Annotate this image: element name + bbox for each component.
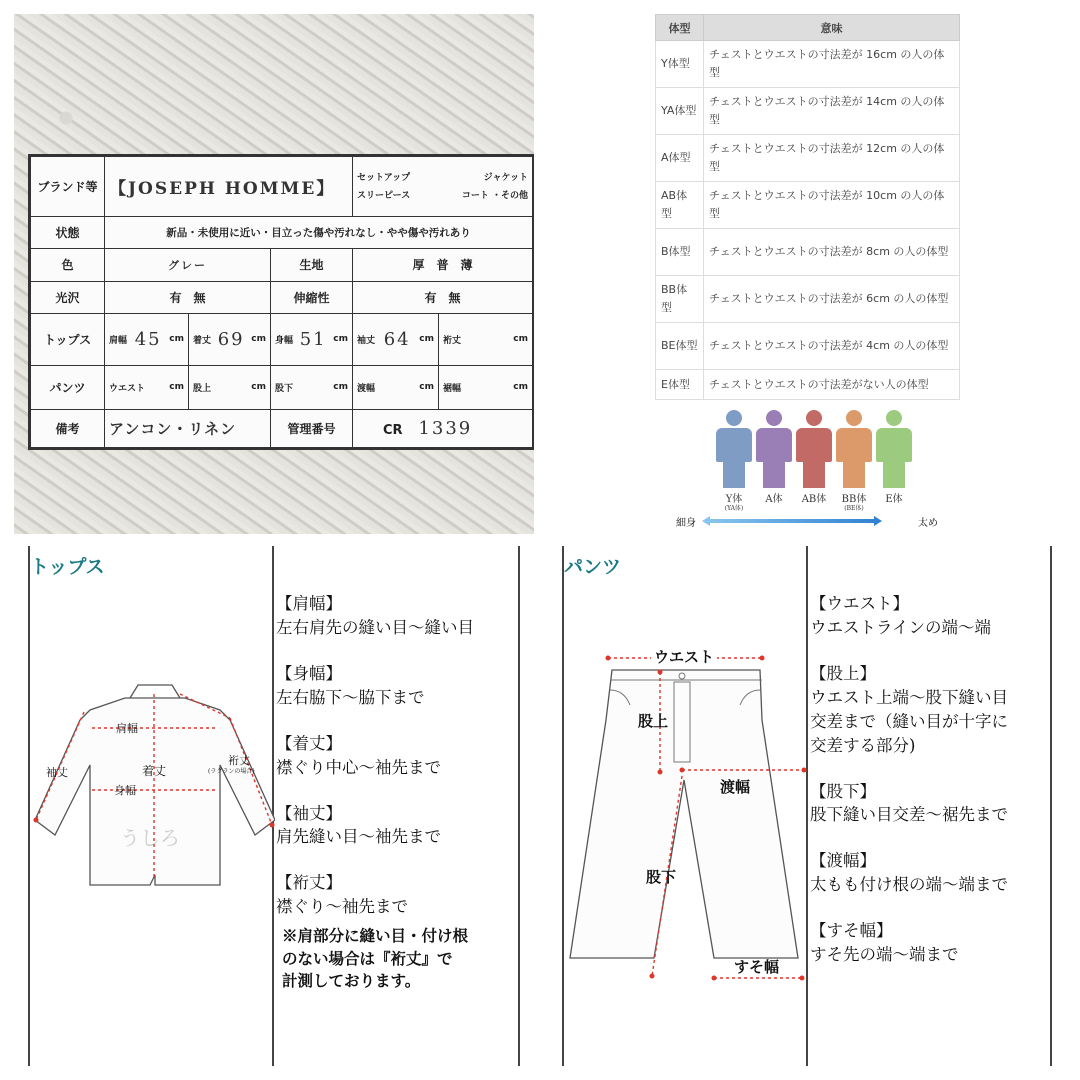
tops-label: トップス [31,313,105,365]
jacket-back-diagram [30,680,275,895]
shoulder-value: 45 [134,328,162,350]
inseam-label: 股下 [275,383,294,394]
diagram-yuki-note: (ラグランの場合) [208,768,255,775]
diagram-thigh-label: 渡幅 [720,778,751,796]
person-figure [714,410,754,490]
fabric-value: 厚 普 薄 [353,249,533,281]
length-label: 着丈 [193,335,212,346]
tops-item: 【袖丈】 肩先縫い目〜袖先まで [276,803,441,847]
table-row [656,276,960,323]
pants-descriptions [810,592,1008,989]
body-type-table [655,14,960,400]
yuki-label: 裄丈 [443,335,462,346]
sleeve-value: 64 [383,328,411,350]
table-row [656,41,960,88]
body-type-meaning-cell: チェストとウエストの寸法差が 6cm の人の体型 [704,276,960,323]
hem-label: 裾幅 [443,383,462,394]
body-type-cell: E体型 [656,370,704,400]
tops-descriptions [276,592,474,993]
slim-label: 細身 [676,518,696,529]
measurement-tag-card [28,154,534,450]
body-type-meaning-cell: チェストとウエストの寸法差が 16cm の人の体型 [704,41,960,88]
pants-item: 【ウエスト】 ウエストラインの端〜端 [810,594,992,637]
person-figure-label: AB体 [801,494,827,505]
diagram-body-label: 身幅 [114,784,136,797]
diagram-inseam-label: 股下 [646,868,677,886]
diagram-rise-label: 股上 [638,712,669,730]
option-coat-other: コート ・その他 [461,190,529,201]
pants-row: パンツ ウエスト cm 股上 cm 股下 cm 渡幅 cm 裾幅 cm [31,365,533,409]
person-figure [754,410,794,490]
table-row [656,323,960,370]
condition-value: 新品・未使用に近い・目立った傷や汚れなし・やや傷や汚れあり [105,217,533,249]
person-figure [874,410,914,490]
person-figure [834,410,874,490]
shoulder-label: 肩幅 [109,335,128,346]
wide-label: 太め [918,518,938,529]
tops-item: 【裄丈】 襟ぐり〜袖先まで [276,873,408,917]
body-type-meaning-cell: チェストとウエストの寸法差が 10cm の人の体型 [704,182,960,229]
stretch-label: 伸縮性 [271,281,353,313]
body-type-meaning-cell: チェストとウエストの寸法差が 12cm の人の体型 [704,135,960,182]
table-row [656,182,960,229]
fabric-label: 生地 [271,249,353,281]
gloss-value: 有 無 [105,281,271,313]
diagram-waist-label: ウエスト [651,646,717,667]
gloss-label: 光沢 [31,281,105,313]
condition-row [31,217,533,249]
pants-item: 【すそ幅】 すそ先の端〜端まで [810,921,959,965]
person-figure-label: Y体 [725,494,743,505]
notes-row [31,409,533,447]
brand-value: 【JOSEPH HOMME】 [105,157,353,217]
svg-text:うしろ: うしろ [120,826,180,850]
option-setup: セットアップ [357,172,411,183]
person-figure-label: A体 [765,494,783,505]
notes-value: アンコン・リネン [105,409,271,447]
table-header-type: 体型 [656,15,704,41]
body-type-meaning-cell: チェストとウエストの寸法差が 4cm の人の体型 [704,323,960,370]
diagram-length-label: 着丈 [142,764,167,778]
diagram-hem-label: すそ幅 [734,958,780,976]
sleeve-label: 袖丈 [357,335,376,346]
waist-label: ウエスト [109,383,146,394]
length-value: 69 [217,328,245,350]
thigh-label: 渡幅 [357,383,376,394]
tops-item: 【着丈】 襟ぐり中心〜袖先まで [276,733,441,777]
condition-label: 状態 [31,217,105,249]
pants-label: パンツ [31,365,105,409]
gloss-row [31,281,533,313]
person-figure-sublabel: (YA体) [724,505,744,512]
body-width-label: 身幅 [275,335,294,346]
person-figure [794,410,834,490]
option-jacket: ジャケット [483,172,529,183]
table-row [656,135,960,182]
pants-section-title: パンツ [564,556,622,578]
pants-diagram [564,650,808,990]
tops-section-title: トップス [30,556,105,578]
brand-label: ブランド等 [31,157,105,217]
body-type-cell: AB体型 [656,182,704,229]
body-type-cell: A体型 [656,135,704,182]
stretch-value: 有 無 [353,281,533,313]
tops-row: トップス 肩幅 45 cm 着丈 69 cm 身幅 51 cm 袖丈 64 cm 裄丈 cm [31,313,533,365]
mgmt-value: 1339 [418,417,473,439]
person-figure-label: BB体 [841,494,867,505]
body-type-cell: B体型 [656,229,704,276]
diagram-yuki-label: 裄丈 [228,754,250,767]
divider [1050,546,1052,1066]
table-row [656,88,960,135]
rise-label: 股上 [193,383,212,394]
diagram-sleeve-label: 袖丈 [46,766,68,779]
mgmt-label: 管理番号 [271,409,353,447]
body-type-cell: BE体型 [656,323,704,370]
body-type-cell: YA体型 [656,88,704,135]
table-row [656,229,960,276]
mgmt-prefix: CR [383,422,403,438]
tops-item: 【肩幅】 左右肩先の縫い目〜縫い目 [276,594,474,637]
person-figure-label: E体 [885,494,903,505]
color-row [31,249,533,281]
pants-item: 【股下】 股下縫い目交差〜裾先まで [810,781,1008,825]
person-figure-sublabel: (BE体) [844,505,864,512]
tops-item: 【身幅】 左右脇下〜脇下まで [276,663,425,707]
body-type-cell: Y体型 [656,41,704,88]
pants-item: 【渡幅】 太もも付け根の端〜端まで [810,851,1008,895]
pants-item: 【股上】 ウエスト上端〜股下縫い目 交差まで（縫い目が十字に 交差する部分) [810,663,1008,755]
table-header-meaning: 意味 [704,15,960,41]
diagram-shoulder-label: 肩幅 [116,722,138,735]
color-label: 色 [31,249,105,281]
slim-to-wide-arrow [676,514,916,528]
body-type-meaning-cell: チェストとウエストの寸法差が 14cm の人の体型 [704,88,960,135]
notes-label: 備考 [31,409,105,447]
tops-note: ※肩部分に縫い目・付け根 のない場合は『裄丈』で 計測しております。 [282,926,469,991]
body-type-meaning-cell: チェストとウエストの寸法差が 8cm の人の体型 [704,229,960,276]
body-width-value: 51 [299,328,327,350]
divider [518,546,520,1066]
item-tag-photo [14,14,534,534]
body-type-meaning-cell: チェストとウエストの寸法差がない人の体型 [704,370,960,400]
color-value: グレー [105,249,271,281]
body-type-figures [706,410,916,530]
body-type-cell: BB体型 [656,276,704,323]
option-three-piece: スリーピース [357,190,411,201]
brand-row [31,157,533,217]
table-row [656,370,960,400]
